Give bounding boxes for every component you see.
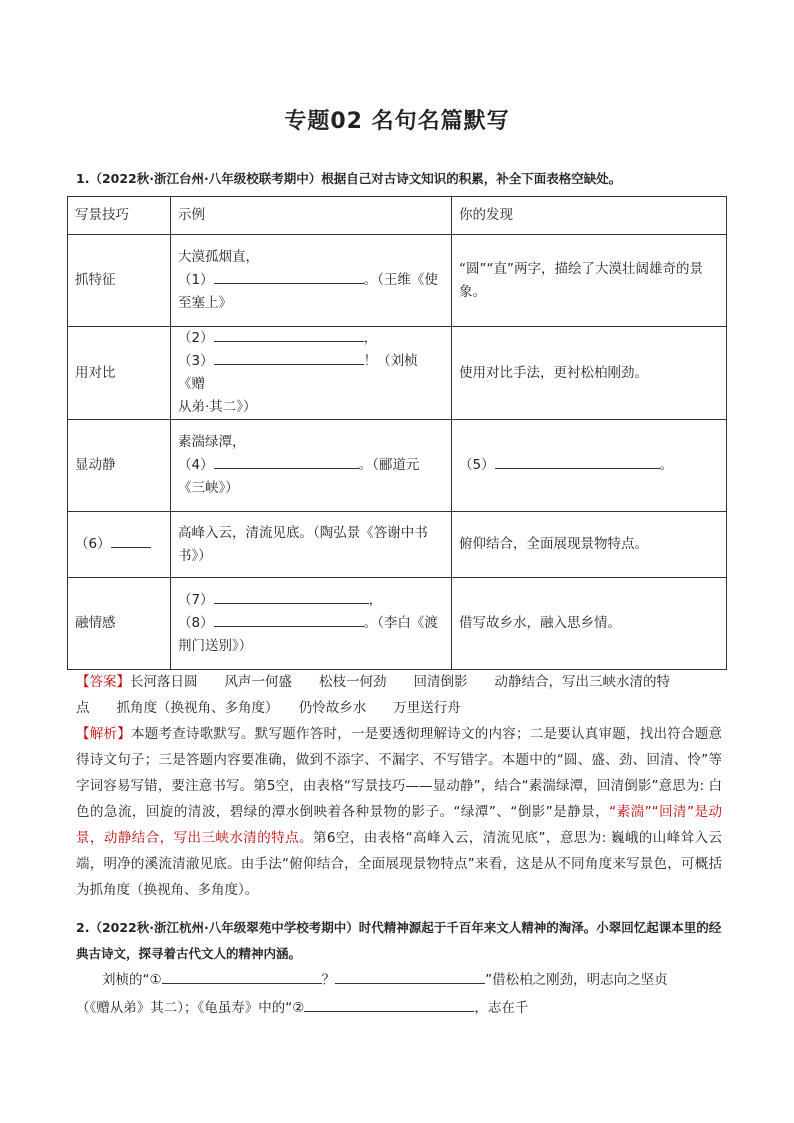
table-row [68, 578, 727, 670]
blank-5-input[interactable] [495, 454, 660, 469]
example-line: 高峰入云，清流见底。（陶弘景《答谢中书 [178, 524, 428, 541]
example-cell [171, 578, 452, 670]
example-source: 。（郦道元 [358, 457, 420, 473]
analysis-tag: 【解析】 [76, 726, 131, 742]
blank-number: （5） [459, 457, 495, 473]
example-line: 素湍绿潭， [178, 434, 246, 450]
technique-cell [68, 512, 171, 578]
example-source: 《三峡》） [178, 480, 239, 496]
finding-cell [452, 420, 727, 512]
punctuation: ， [368, 592, 383, 608]
blank-number: （2） [178, 330, 214, 346]
example-source: 书》） [178, 547, 212, 564]
example-source: 。（王维《使 [363, 272, 438, 288]
blank-2-input[interactable] [214, 327, 364, 342]
q2-blank-1b-input[interactable] [335, 969, 485, 984]
technique-cell: 显动静 [68, 420, 171, 512]
analysis-text: 本题考查诗歌默写。默写题作答时，一是要透彻理解诗文的内容；二是要认真审题，找出符合题意得诗文句子；三是答题内容要准确，做到不添字、不漏字、不写错字。本题中的“圆、盛、劲、回清、怜”等字词容易写错，要注意书写。第5空，由表格“写景技巧——显动静”，结合“素湍绿潭，回清倒影”意思为: 白色的急流，回旋的清波，碧绿的潭水倒映着各种景物的影子。“绿潭”、“倒影”是静景， [76, 726, 722, 820]
blank-number: （1） [178, 272, 214, 288]
analysis-block [76, 721, 722, 903]
table-row [68, 235, 727, 327]
question-1-prompt: 1.（2022秋·浙江台州·八年级校联考期中）根据自己对古诗文知识的积累，补全下面表格空缺处。 [76, 171, 622, 186]
q2-blank-1a-input[interactable] [162, 969, 322, 984]
punctuation: ， [363, 330, 378, 346]
question-2-prompt: 2.（2022秋·浙江杭州·八年级翠苑中学校考期中）时代精神源起于千百年来文人精神的淘泽。小翠回忆起课本里的经典古诗文，探寻着古代文人的精神内涵。 [76, 920, 722, 961]
example-source: 从弟·其二》） [178, 399, 257, 415]
q2-text: ？ [321, 972, 336, 988]
table-row [68, 512, 727, 578]
finding-cell: 借写故乡水，融入思乡情。 [452, 578, 727, 670]
technique-cell: 融情感 [68, 578, 171, 670]
q2-text: ，志在千 [474, 1000, 529, 1016]
technique-table [67, 196, 727, 670]
punctuation: 。 [659, 457, 674, 473]
table-header-row [68, 197, 727, 235]
finding-cell: 使用对比手法，更衬松柏刚劲。 [452, 327, 727, 420]
example-cell [171, 512, 452, 578]
blank-4-input[interactable] [214, 454, 359, 469]
analysis-highlight: “素湍”“回清”是动景，动静结合，写出三峡水清的特点。 [76, 804, 722, 846]
header-finding: 你的发现 [452, 197, 727, 235]
blank-number: （3） [178, 353, 214, 369]
example-cell [171, 327, 452, 420]
table-row [68, 420, 727, 512]
q2-blank-2-input[interactable] [304, 997, 474, 1012]
example-source: 。（李白《渡 [363, 615, 438, 631]
analysis-text: 第6空，由表格“高峰入云，清流见底”，意思为: 巍峨的山峰耸入云端，明净的溪流清澈见底。由手法“俯仰结合，全面展现景物特点”来看，这是从不同角度来写景色，可概括为抓角度（换视角、多角度）。 [76, 830, 723, 898]
q2-text: 刘桢的“① [102, 972, 162, 988]
technique-cell: 用对比 [68, 327, 171, 420]
blank-1-input[interactable] [214, 269, 364, 284]
example-source: 至塞上》 [178, 295, 232, 311]
answer-text: 长河落日圆 风声一何盛 松枝一何劲 回清倒影 动静结合，写出三峡水清的特 [130, 674, 670, 690]
blank-number: （8） [178, 615, 214, 631]
table-row [68, 327, 727, 420]
header-example: 示例 [171, 197, 452, 235]
blank-6-input[interactable] [111, 533, 151, 548]
answer-text: 点 抓角度（换视角、多角度） 仍怜故乡水 万里送行舟 [76, 700, 461, 716]
blank-7-input[interactable] [214, 589, 369, 604]
question-2-line-1 [76, 966, 722, 994]
example-line: 大漠孤烟直， [178, 249, 259, 265]
blank-number: （7） [178, 592, 214, 608]
blank-number: （6） [75, 536, 111, 552]
example-cell [171, 235, 452, 327]
answer-tag: 【答案】 [76, 674, 130, 690]
question-2-line-2 [76, 994, 722, 1022]
blank-8-input[interactable] [214, 612, 364, 627]
q2-text: （《赠从弟》其二）；《龟虽寿》中的“② [76, 1000, 305, 1016]
finding-cell: “圆”“直”两字，描绘了大漠壮阔雄奇的景象。 [452, 235, 727, 327]
technique-cell: 抓特征 [68, 235, 171, 327]
example-source: 荆门送别》） [178, 638, 253, 654]
blank-3-input[interactable] [214, 350, 364, 365]
finding-cell: 俯仰结合，全面展现景物特点。 [452, 512, 727, 578]
example-cell [171, 420, 452, 512]
page-title: 专题02 名句名篇默写 [284, 109, 510, 134]
blank-number: （4） [178, 457, 214, 473]
example-source: ！（刘桢《赠 [178, 353, 418, 392]
answer-block [76, 669, 722, 721]
header-technique: 写景技巧 [68, 197, 171, 235]
q2-text: ”借松柏之刚劲，明志向之坚贞 [485, 972, 668, 988]
